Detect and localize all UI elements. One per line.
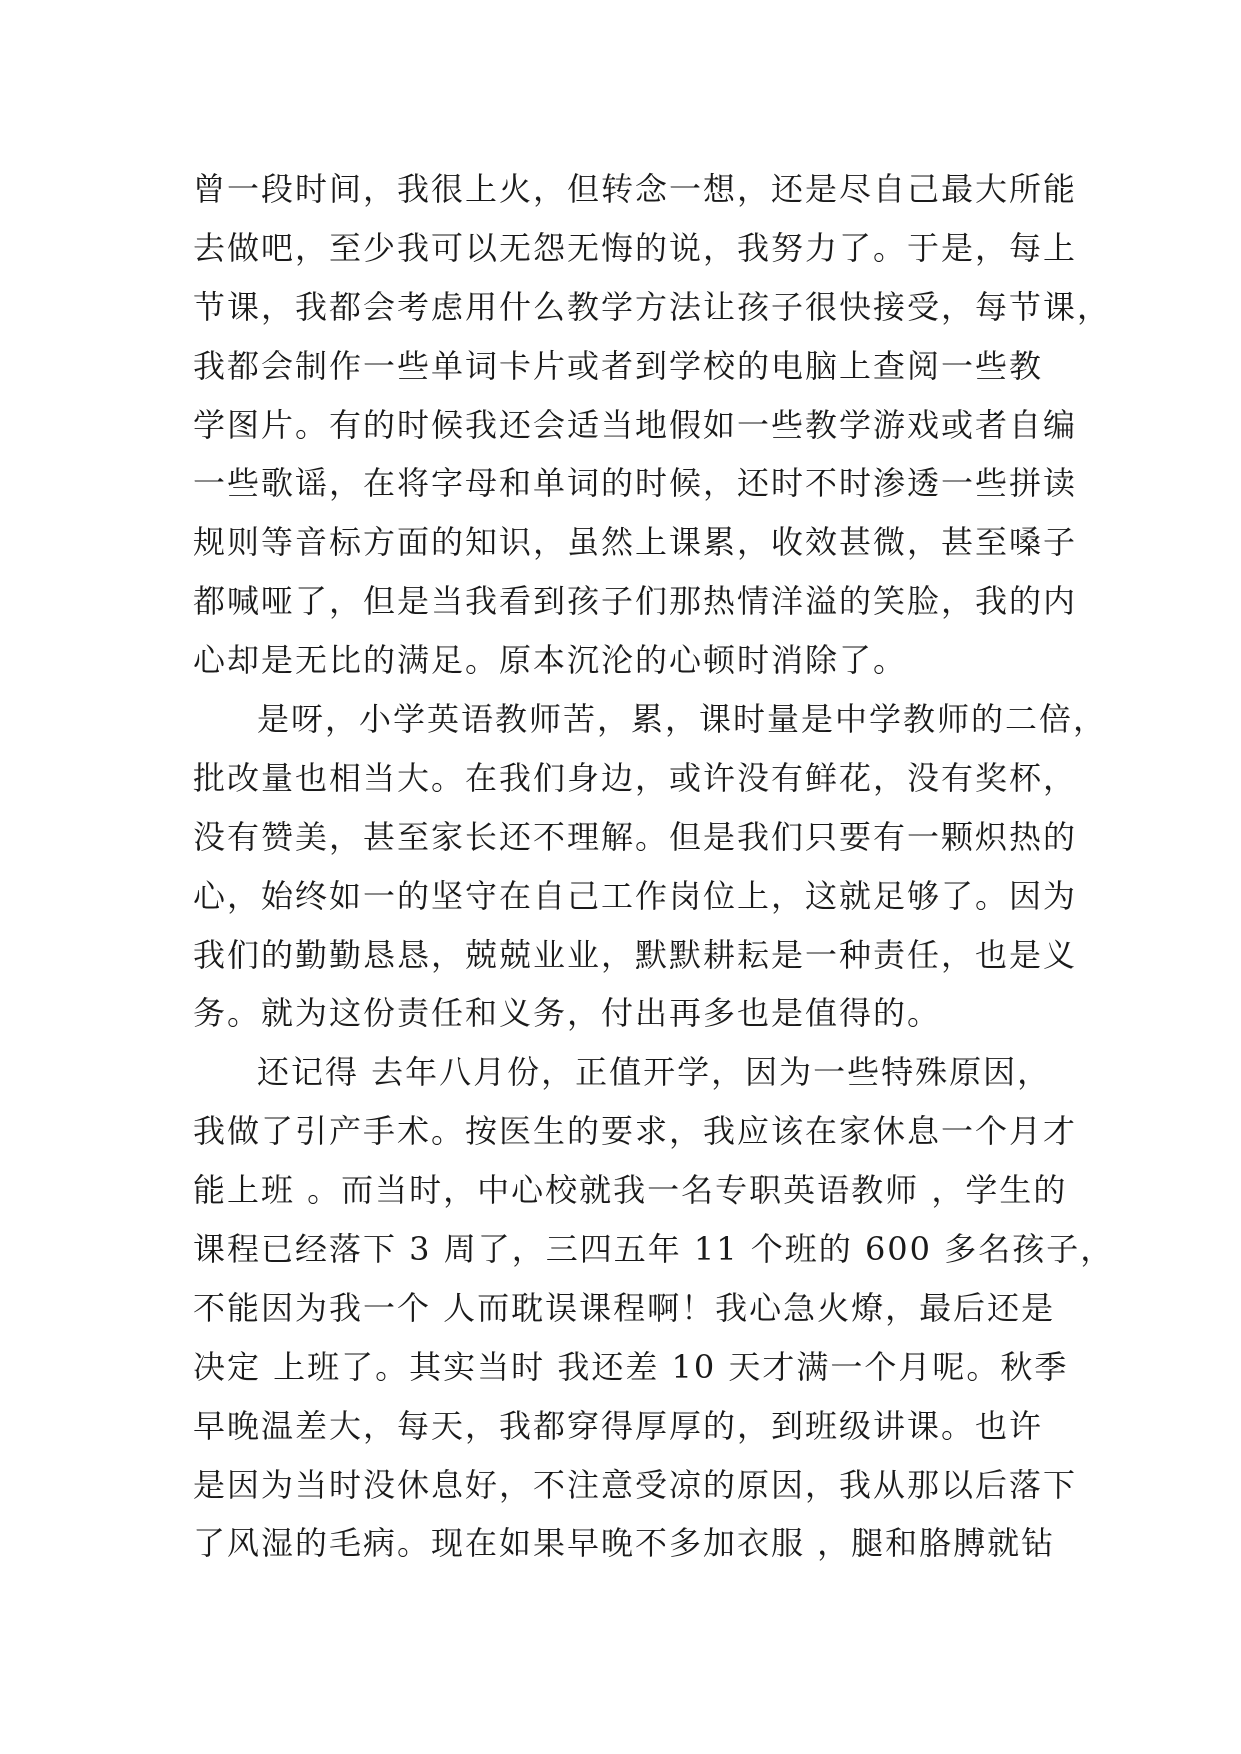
text-line: 早晚温差大，每天，我都穿得厚厚的，到班级讲课。也许 <box>193 1406 1044 1445</box>
text-line: 一些歌谣，在将字母和单词的时候，还时不时渗透一些拼读 <box>193 464 1078 503</box>
text-line: 能上班 。而当时，中心校就我一名专职英语教师 ，学生的 <box>193 1171 1068 1210</box>
text-line: 是因为当时没休息好，不注意受凉的原因，我从那以后落下 <box>193 1465 1078 1504</box>
text-line: 课程已经落下 3 周了，三四五年 11 个班的 600 多名孩子， <box>193 1230 1115 1269</box>
text-line: 我们的勤勤恳恳，兢兢业业，默默耕耘是一种责任，也是义 <box>193 935 1078 974</box>
text-line: 不能因为我一个 人而耽误课程啊！我心急火燎，最后还是 <box>193 1288 1056 1327</box>
text-line: 心却是无比的满足。原本沉沦的心顿时消除了。 <box>193 641 908 680</box>
text-line: 务。就为这份责任和义务，付出再多也是值得的。 <box>193 994 942 1033</box>
text-line: 我做了引产手术。按医生的要求，我应该在家休息一个月才 <box>193 1112 1078 1151</box>
text-line: 去做吧，至少我可以无怨无悔的说，我努力了。于是，每上 <box>193 228 1078 267</box>
text-line: 心，始终如一的坚守在自己工作岗位上，这就足够了。因为 <box>193 876 1078 915</box>
text-line: 规则等音标方面的知识，虽然上课累，收效甚微，甚至嗓子 <box>193 523 1078 562</box>
text-line: 决定 上班了。其实当时 我还差 10 天才满一个月呢。秋季 <box>193 1347 1069 1386</box>
paragraph-first-line: 还记得 去年八月份，正值开学，因为一些特殊原因， <box>257 1053 1052 1092</box>
text-line: 我都会制作一些单词卡片或者到学校的电脑上查阅一些教 <box>193 346 1044 385</box>
text-line: 没有赞美，甚至家长还不理解。但是我们只要有一颗炽热的 <box>193 817 1078 856</box>
paragraph-first-line: 是呀，小学英语教师苦，累，课时量是中学教师的二倍， <box>257 700 1108 739</box>
text-line: 批改量也相当大。在我们身边，或许没有鲜花，没有奖杯， <box>193 758 1078 797</box>
text-line: 都喊哑了，但是当我看到孩子们那热情洋溢的笑脸，我的内 <box>193 582 1078 621</box>
text-line: 了风湿的毛病。现在如果早晚不多加衣服 ，腿和胳膊就钻 <box>193 1524 1056 1563</box>
body-text <box>193 160 1115 1573</box>
text-line: 节课，我都会考虑用什么教学方法让孩子很快接受，每节课， <box>193 287 1112 326</box>
text-line: 曾一段时间，我很上火，但转念一想，还是尽自己最大所能 <box>193 170 1078 208</box>
text-line: 学图片。有的时候我还会适当地假如一些教学游戏或者自编 <box>193 405 1078 444</box>
